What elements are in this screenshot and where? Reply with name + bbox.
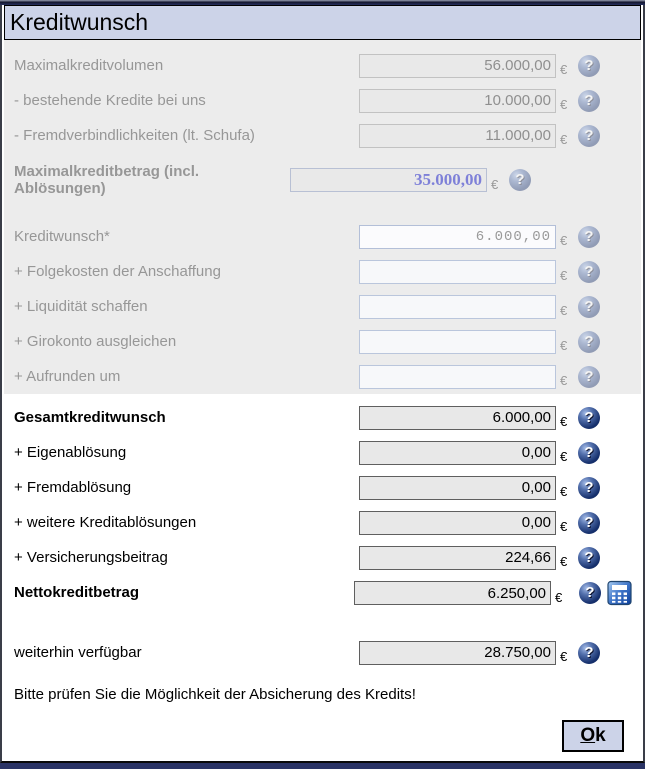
row-label: Nettokreditbetrag [14,584,140,602]
euro-symbol: € [560,484,568,499]
help-icon: ? [509,169,531,191]
window-bottom-edge [0,763,645,769]
calculator-icon[interactable] [607,581,632,606]
row-label: Gesamtkreditwunsch [14,408,166,426]
help-icon[interactable]: ? [578,512,600,534]
euro-symbol: € [560,303,568,318]
row-label: + Fremdablösung [14,478,132,496]
euro-symbol: € [560,649,568,664]
row-label: + weitere Kreditablösungen [14,513,197,531]
help-icon[interactable]: ? [578,642,600,664]
row-label: + Girokonto ausgleichen [14,332,177,350]
euro-symbol: € [560,338,568,353]
help-icon[interactable]: ? [578,477,600,499]
help-icon: ? [578,55,600,77]
row-label: Maximalkreditbetrag (incl. Ablösungen) [14,162,200,197]
euro-symbol: € [560,519,568,534]
amount-field [359,260,556,284]
row-maximalkreditvolumen [4,48,641,83]
row-gesamtkreditwunsch [4,400,641,435]
row-label: + Eigenablösung [14,443,127,461]
page-title: Kreditwunsch [10,9,149,35]
euro-symbol: € [560,373,568,388]
amount-field [359,365,556,389]
help-icon[interactable]: ? [579,582,601,604]
window-body [0,5,645,763]
euro-symbol: € [560,132,568,147]
row-label: Maximalkreditvolumen [14,56,164,74]
section-active [4,394,641,761]
row-bestehende-kredite [4,83,641,118]
row-versicherungsbeitrag [4,540,641,575]
row-eigenabloesung [4,435,641,470]
nettokreditbetrag-field[interactable] [354,581,551,605]
help-icon[interactable]: ? [578,547,600,569]
row-label: + Aufrunden um [14,367,121,385]
help-icon: ? [578,331,600,353]
help-icon: ? [578,125,600,147]
euro-symbol: € [560,233,568,248]
amount-field [359,89,556,113]
row-weiterhin-verfuegbar [4,635,641,670]
row-label: - bestehende Kredite bei uns [14,91,206,109]
eigenabloesung-field[interactable] [359,441,556,465]
row-nettokreditbetrag [4,575,641,611]
amount-field [359,295,556,319]
euro-symbol: € [560,414,568,429]
amount-field [359,330,556,354]
euro-symbol: € [560,97,568,112]
row-aufrunden [4,359,641,394]
row-weitere-kreditabloesungen [4,505,641,540]
kreditwunsch-input [359,225,556,249]
help-icon: ? [578,90,600,112]
weitere-abloesungen-field[interactable] [359,511,556,535]
help-icon: ? [578,261,600,283]
row-label: - Fremdverbindlichkeiten (lt. Schufa) [14,126,255,144]
section-disabled [4,40,641,394]
row-label: Kreditwunsch* [14,227,110,245]
weiterhin-verfuegbar-field[interactable] [359,641,556,665]
help-icon[interactable]: ? [578,442,600,464]
gesamtkreditwunsch-field[interactable] [359,406,556,430]
euro-symbol: € [555,589,563,605]
help-icon: ? [578,296,600,318]
fremdabloesung-field[interactable] [359,476,556,500]
row-kreditwunsch [4,219,641,254]
amount-field [359,54,556,78]
help-icon: ? [578,366,600,388]
row-label: + Liquidität schaffen [14,297,148,315]
row-maximalkreditbetrag [4,153,641,207]
row-folgekosten [4,254,641,289]
amount-field [359,124,556,148]
versicherungsbeitrag-field[interactable] [359,546,556,570]
row-label: + Folgekosten der Anschaffung [14,262,221,280]
ok-button-label-rest: k [595,725,606,746]
titlebar [4,5,641,40]
row-label: + Versicherungsbeitrag [14,548,168,566]
button-row [4,720,641,761]
euro-symbol: € [560,554,568,569]
euro-symbol: € [491,176,499,192]
help-icon: ? [578,226,600,248]
row-fremdabloesung [4,470,641,505]
help-icon[interactable]: ? [578,407,600,429]
euro-symbol: € [560,268,568,283]
form-content [4,40,641,761]
euro-symbol: € [560,449,568,464]
section-spacer [4,611,641,635]
row-girokonto [4,324,641,359]
section-spacer [4,207,641,219]
hint-text: Bitte prüfen Sie die Möglichkeit der Absicherung des Kredits! [14,686,416,703]
ok-button-accesskey: O [580,725,596,746]
row-fremdverbindlichkeiten [4,118,641,153]
amount-field [290,168,487,192]
row-liquiditaet [4,289,641,324]
ok-button[interactable] [562,720,624,752]
euro-symbol: € [560,62,568,77]
row-label: weiterhin verfügbar [14,643,142,661]
